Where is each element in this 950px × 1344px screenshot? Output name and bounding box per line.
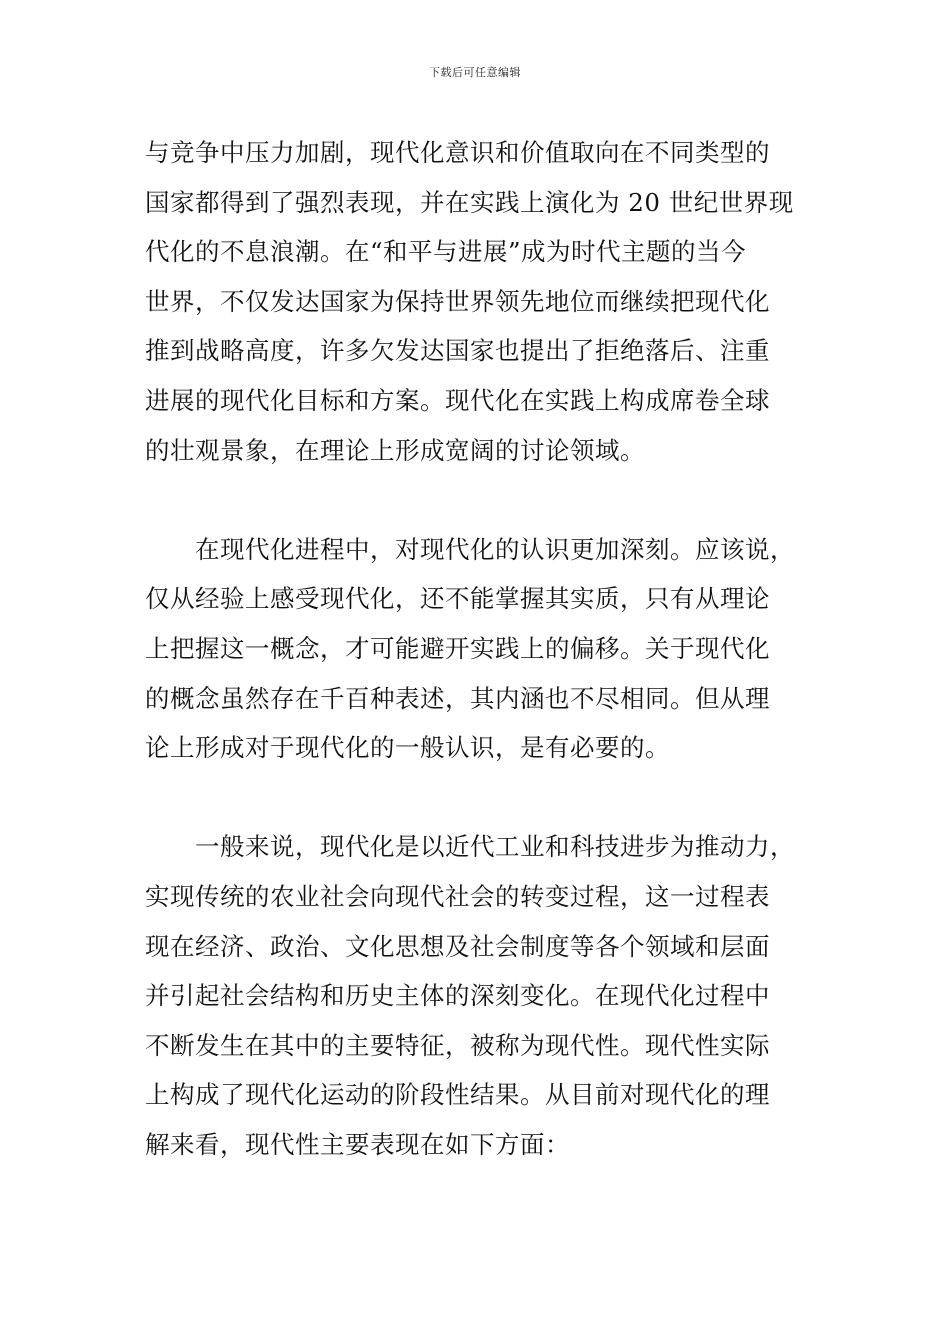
text-line: 世界，不仅发达国家为保持世界领先地位而继续把现代化 [145, 286, 770, 316]
text-line: 上把握这一概念，才可能避开实践上的偏移。关于现代化 [145, 633, 770, 663]
text-line: 代化的不息浪潮。在“和平与进展”成为时代主题的当今 [145, 237, 747, 267]
text-line: 与竞争中压力加剧，现代化意识和价值取向在不同类型的 [145, 138, 770, 167]
text-line: 实现传统的农业社会向现代社会的转变过程，这一过程表 [145, 881, 770, 911]
paragraph-1 [145, 128, 810, 475]
text-line: 的壮观景象，在理论上形成宽阔的讨论领域。 [145, 435, 645, 465]
text-line: 解来看，现代性主要表现在如下方面： [145, 1129, 570, 1159]
paragraph-3 [145, 822, 810, 1169]
text-line: 一般来说，现代化是以近代工业和科技进步为推动力， [195, 832, 795, 862]
document-body [145, 128, 810, 1169]
text-line: 上构成了现代化运动的阶段性结果。从目前对现代化的理 [145, 1080, 770, 1110]
text-line: 推到战略高度，许多欠发达国家也提出了拒绝落后、注重 [145, 336, 770, 366]
text-line: 仅从经验上感受现代化，还不能掌握其实质，只有从理论 [145, 584, 770, 614]
text-line: 论上形成对于现代化的一般认识，是有必要的。 [145, 733, 670, 763]
text-line: 的概念虽然存在千百种表述，其内涵也不尽相同。但从理 [145, 683, 770, 713]
text-line: 现在经济、政治、文化思想及社会制度等各个领域和层面 [145, 931, 770, 961]
text-line: 不断发生在其中的主要特征，被称为现代性。现代性实际 [145, 1030, 770, 1060]
text-line: 并引起社会结构和历史主体的深刻变化。在现代化过程中 [145, 981, 770, 1011]
text-line: 在现代化进程中，对现代化的认识更加深刻。应该说， [195, 534, 795, 564]
text-line: 进展的现代化目标和方案。现代化在实践上构成席卷全球 [145, 385, 770, 415]
text-line: 国家都得到了强烈表现，并在实践上演化为 20 世纪世界现 [145, 187, 794, 217]
paragraph-2 [145, 525, 810, 773]
page-header: 下载后可任意编辑 [429, 66, 521, 79]
